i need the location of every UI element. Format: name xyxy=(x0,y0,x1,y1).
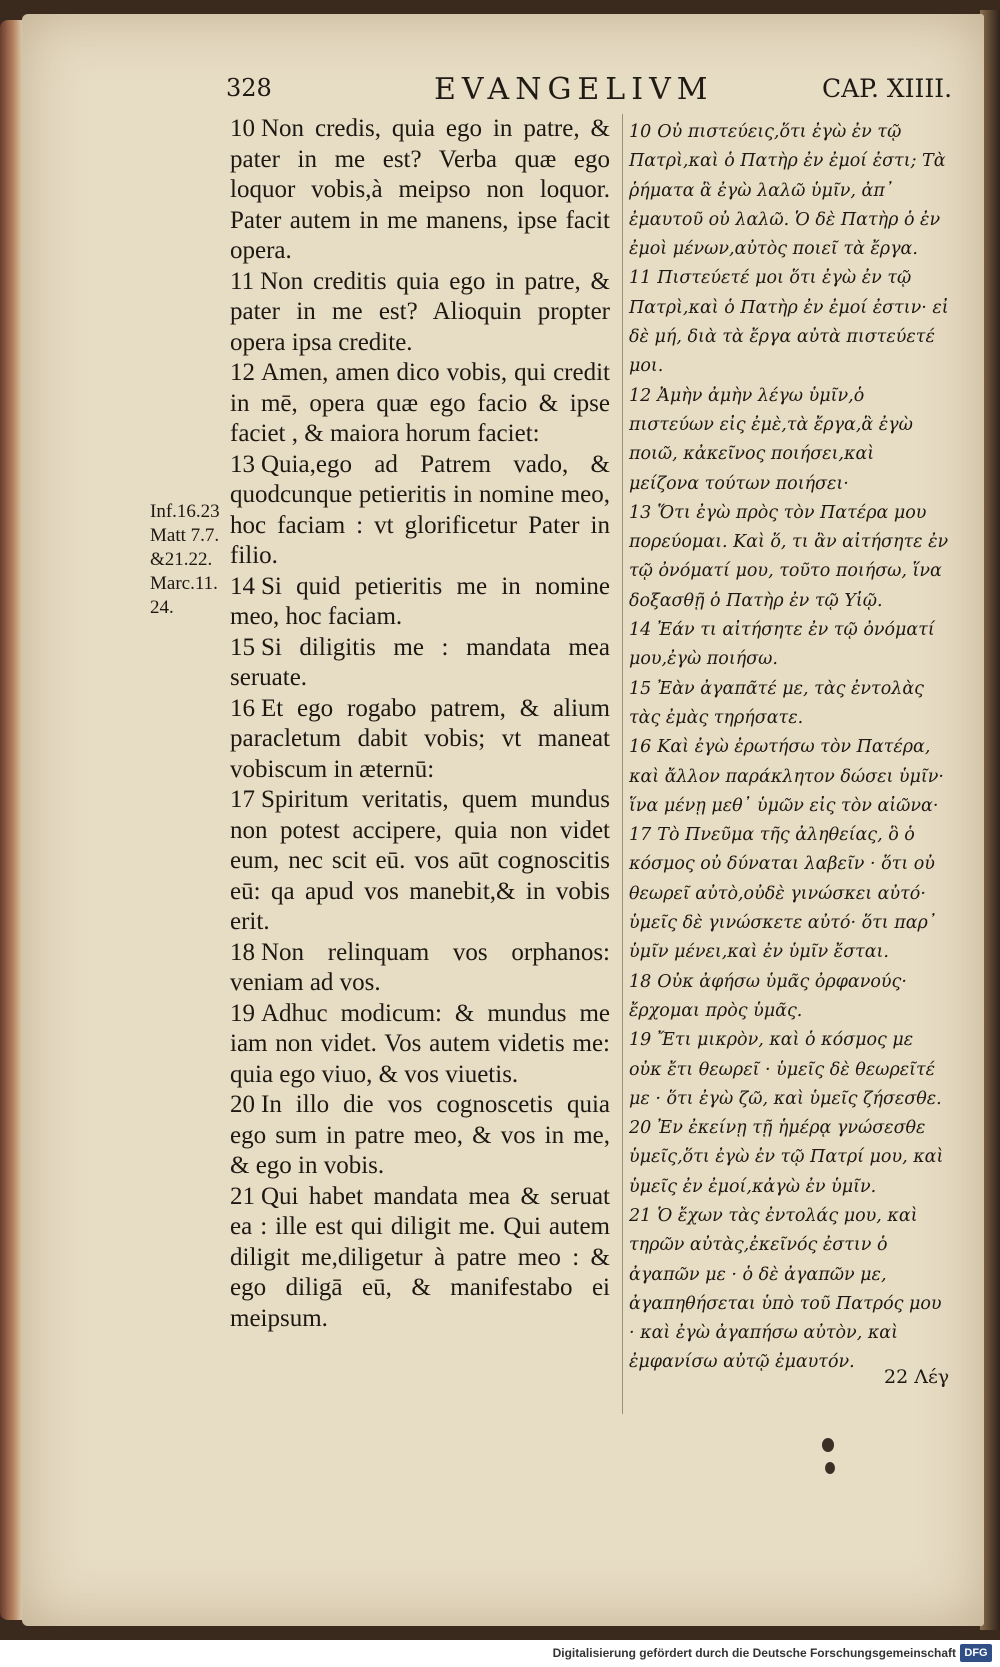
running-title: EVANGELIVM xyxy=(434,72,714,107)
verse-number: 12 xyxy=(230,359,255,386)
verse-number: 10 xyxy=(230,115,255,142)
verse-number: 10 xyxy=(629,122,652,142)
greek-verse xyxy=(629,264,949,381)
verse-text: Spiritum veritatis, quem mundus non potest accipere, quia non videt eum, nec scit eū. vos aūt cognoscitis eū: qa apud vos manebit,& in vobis erit. xyxy=(230,786,610,935)
chapter-label: CAP. XIIII. xyxy=(822,74,953,103)
column-divider xyxy=(622,114,623,1414)
dfg-logo-icon: DFG xyxy=(960,1644,992,1662)
page-number: 328 xyxy=(226,74,272,102)
verse-number: 17 xyxy=(230,786,255,813)
page-edge-left xyxy=(0,20,22,1620)
verse-number: 19 xyxy=(629,1030,652,1051)
book-page xyxy=(22,14,984,1626)
verse-number: 11 xyxy=(230,267,255,295)
verse-number: 20 xyxy=(230,1091,255,1118)
verse-number: 21 xyxy=(629,1205,652,1226)
verse-text: Et ego rogabo patrem, & alium paracletum dabit vobis; vt maneat vobiscum in æternū: xyxy=(230,694,610,783)
verse-text: Quia,ego ad Patrem vado, & quodcunque petieritis in nomine meo, hoc faciam : vt glorificetur Pater in filio. xyxy=(230,450,610,569)
verse-number: 11 xyxy=(629,268,652,289)
verse-text: Si diligitis me : mandata mea seruate. xyxy=(230,633,610,691)
verse-text: Adhuc modicum: & mundus me iam non videt. Vos autem videtis me: quia ego viuo, & vos viuetis. xyxy=(230,999,610,1088)
verse-text: Non creditis quia ego in patre, & pater in me est? Alioquin propter opera ipsa credite. xyxy=(230,267,610,356)
greek-verse xyxy=(629,1202,949,1378)
verse-text: Ἔτι μικρὸν, καὶ ὁ κόσμος με οὐκ ἔτι θεωρεῖ · ὑμεῖς δὲ θεωρεῖτέ με · ὅτι ἐγὼ ζῶ, καὶ ὑμεῖς ζήσεσθε. xyxy=(629,1030,942,1109)
verse-text: Ὁ ἔχων τὰς ἐντολάς μου, καὶ τηρῶν αὐτὰς,ἐκεῖνός ἐστιν ὁ ἀγαπῶν με · ὁ δὲ ἀγαπῶν με, ἀγαπηθήσεται ὑπὸ τοῦ Πατρός μου · καὶ ἐγὼ ἀγαπήσω αὐτὸν, καὶ ἐμφανίσω αὐτῷ ἐμαυτόν. xyxy=(629,1205,942,1373)
verse-text: Ἐν ἐκείνῃ τῇ ἡμέρᾳ γνώσεσθε ὑμεῖς,ὅτι ἐγὼ ἐν τῷ Πατρί μου, καὶ ὑμεῖς ἐν ἐμοί,κἀγὼ ἐν ὑμῖν. xyxy=(629,1118,944,1197)
margin-note-line: Marc.11. xyxy=(150,573,218,594)
verse-number: 17 xyxy=(629,825,652,846)
margin-note-line: Inf.16.23 xyxy=(150,501,220,522)
latin-verse xyxy=(230,999,610,1091)
greek-column xyxy=(629,118,949,1378)
latin-column xyxy=(230,114,610,1334)
verse-text: Οὐκ ἀφήσω ὑμᾶς ὀρφανούς· ἔρχομαι πρὸς ὑμᾶς. xyxy=(629,971,907,1021)
verse-number: 15 xyxy=(629,678,652,699)
verse-text: Οὐ πιστεύεις,ὅτι ἐγὼ ἐν τῷ Πατρὶ,καὶ ὁ Πατὴρ ἐν ἐμοί ἐστι; Τὰ ῥήματα ἃ ἐγὼ λαλῶ ὑμῖν, ἀπ᾽ ἐμαυτοῦ οὐ λαλῶ. Ὁ δὲ Πατὴρ ὁ ἐν ἐμοὶ μένων,αὐτὸς ποιεῖ τὰ ἔργα. xyxy=(629,122,946,260)
latin-verse xyxy=(230,633,610,694)
verse-text: Non relinquam vos orphanos: veniam ad vos. xyxy=(230,938,610,996)
verse-text: Ἐάν τι αἰτήσητε ἐν τῷ ὀνόματί μου,ἐγὼ ποιήσω. xyxy=(629,620,935,670)
verse-text: Ἀμὴν ἀμὴν λέγω ὑμῖν,ὁ πιστεύων εἰς ἐμὲ,τὰ ἔργα,ἃ ἐγὼ ποιῶ, κἀκεῖνος ποιήσει,καὶ μείζονα τούτων ποιήσει· xyxy=(629,385,913,494)
verse-text: Καὶ ἐγὼ ἐρωτήσω τὸν Πατέρα, καὶ ἄλλον παράκλητον δώσει ὑμῖν· ἵνα μένῃ μεθ᾽ ὑμῶν εἰς τὸν αἰῶνα· xyxy=(629,737,944,816)
verse-number: 20 xyxy=(629,1118,652,1139)
greek-verse xyxy=(629,675,949,734)
page-header xyxy=(22,72,984,112)
greek-verse xyxy=(629,616,949,675)
verse-number: 15 xyxy=(230,633,255,661)
greek-verse xyxy=(629,733,949,821)
latin-verse xyxy=(230,358,610,450)
greek-verse xyxy=(629,1026,949,1114)
verse-number: 14 xyxy=(230,572,255,600)
latin-verse xyxy=(230,938,610,999)
latin-verse xyxy=(230,114,610,267)
greek-verse xyxy=(629,499,949,616)
margin-note-line: 24. xyxy=(150,597,174,618)
verse-number: 13 xyxy=(230,450,255,478)
ink-spot xyxy=(822,1438,834,1452)
verse-text: Ὅτι ἐγὼ πρὸς τὸν Πατέρα μου πορεύομαι. Καὶ ὅ, τι ἂν αἰτήσητε ἐν τῷ ὀνόματί μου, τοῦτο ποιήσω, ἵνα δοξασθῇ ὁ Πατὴρ ἐν τῷ Υἱῷ. xyxy=(629,502,949,611)
greek-verse xyxy=(629,382,949,499)
margin-note-line: Matt 7.7. xyxy=(150,525,220,546)
verse-text: Non credis, quia ego in patre, & pater in me est? Verba quæ ego loquor vobis,à meipso non loquor. Pater autem in me manens, ipse facit opera. xyxy=(230,115,610,264)
latin-verse xyxy=(230,785,610,938)
verse-text: In illo die vos cognoscetis quia ego sum in patre meo, & vos in me, & ego in vobis. xyxy=(230,1091,610,1179)
verse-text: Πιστεύετέ μοι ὅτι ἐγὼ ἐν τῷ Πατρὶ,καὶ ὁ Πατὴρ ἐν ἐμοί ἐστιν· εἰ δὲ μή, διὰ τὰ ἔργα αὐτὰ πιστεύετέ μοι. xyxy=(629,268,949,377)
verse-number: 12 xyxy=(629,385,652,406)
greek-verse xyxy=(629,968,949,1027)
digitization-footer xyxy=(0,1640,1000,1667)
greek-verse xyxy=(629,118,949,264)
latin-verse xyxy=(230,267,610,359)
catchword: 22 Λέγ xyxy=(884,1366,950,1388)
ink-spot xyxy=(825,1462,835,1474)
verse-text: Τὸ Πνεῦμα τῆς ἀληθείας, ὃ ὁ κόσμος οὐ δύναται λαβεῖν · ὅτι οὐ θεωρεῖ αὐτὸ,οὐδὲ γινώσκει αὐτό· ὑμεῖς δὲ γινώσκετε αὐτό· ὅτι παρ᾽ ὑμῖν μένει,καὶ ἐν ὑμῖν ἔσται. xyxy=(629,825,937,963)
verse-number: 16 xyxy=(629,737,652,758)
verse-number: 13 xyxy=(629,502,652,523)
verse-number: 19 xyxy=(230,999,255,1027)
greek-verse xyxy=(629,1114,949,1202)
verse-text: Si quid petieritis me in nomine meo, hoc faciam. xyxy=(230,572,610,630)
verse-number: 14 xyxy=(629,620,652,641)
verse-number: 18 xyxy=(629,971,652,992)
latin-verse xyxy=(230,1090,610,1182)
verse-number: 21 xyxy=(230,1182,255,1210)
verse-number: 18 xyxy=(230,938,255,966)
verse-number: 16 xyxy=(230,694,255,722)
latin-verse xyxy=(230,1182,610,1335)
footer-credit: Digitalisierung gefördert durch die Deutsche Forschungsgemeinschaft xyxy=(552,1646,956,1660)
verse-text: Amen, amen dico vobis, qui credit in mē, opera quæ ego facio & ipse faciet , & maiora horum faciet: xyxy=(230,359,610,447)
latin-verse xyxy=(230,450,610,572)
latin-verse xyxy=(230,572,610,633)
verse-text: Qui habet mandata mea & seruat ea : ille est qui diligit me. Qui autem diligit me,diligetur à patre meo : & ego diligā eū, & manifestabo ei meipsum. xyxy=(230,1182,610,1332)
verse-text: Ἐὰν ἀγαπᾶτέ με, τὰς ἐντολὰς τὰς ἐμὰς τηρήσατε. xyxy=(629,678,924,728)
greek-verse xyxy=(629,821,949,967)
latin-verse xyxy=(230,694,610,786)
margin-note-line: &21.22. xyxy=(150,549,213,570)
